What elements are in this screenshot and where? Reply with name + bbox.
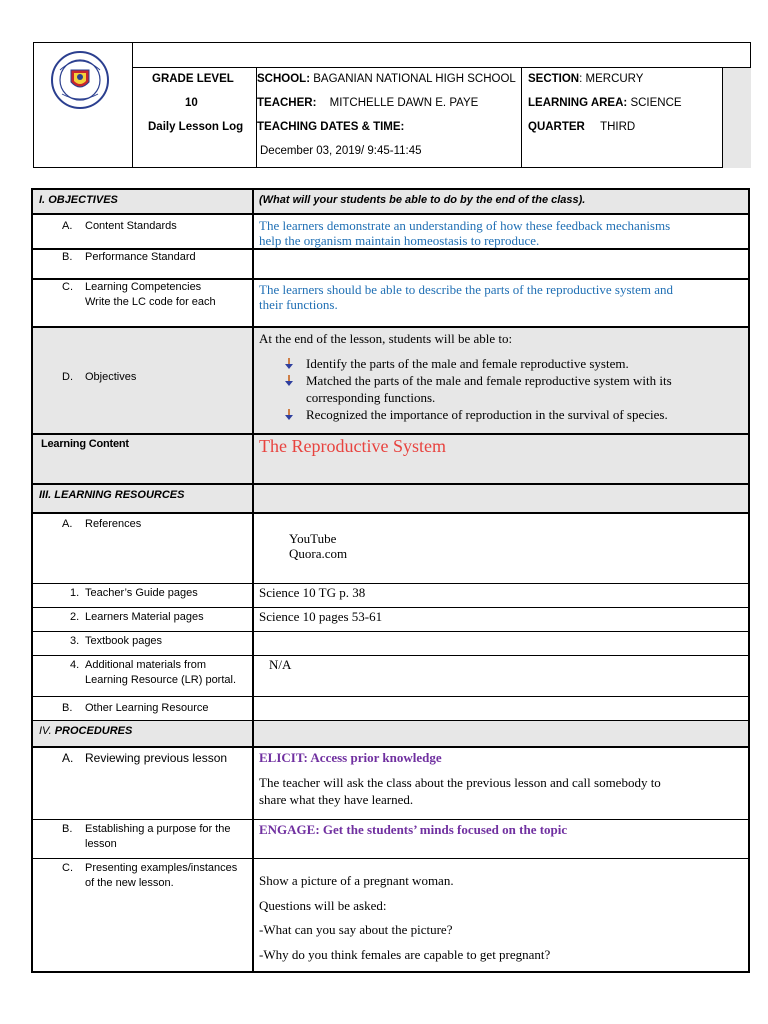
learning-content-title: The Reproductive System: [259, 436, 446, 456]
area-line: [528, 97, 682, 109]
dates-label: TEACHING DATES & TIME:: [257, 121, 405, 133]
section-value: : MERCURY: [579, 73, 644, 85]
references-letter: A.: [62, 518, 73, 530]
learning-content-row: [33, 435, 748, 485]
header-divider-2: [521, 67, 522, 167]
learning-competencies-value-2: their functions.: [259, 297, 338, 312]
log-title: Daily Lesson Log: [148, 121, 244, 133]
teacher-line: [257, 97, 478, 109]
textbook-pages-num: 3.: [70, 635, 80, 647]
content-standards-letter: A.: [62, 220, 73, 232]
other-resource-letter: B.: [62, 702, 73, 714]
performance-standard-letter: B.: [62, 251, 73, 263]
procedures-heading-num: IV.: [39, 725, 52, 737]
procedures-heading-row: [33, 721, 748, 748]
resources-heading: III. LEARNING RESOURCES: [39, 489, 185, 501]
presenting-examples-letter: C.: [62, 862, 73, 874]
presenting-text-3: -What can you say about the picture?: [259, 922, 453, 937]
objectives-heading-text: OBJECTIVES: [48, 194, 118, 206]
learning-competencies-row: [33, 280, 748, 328]
procedures-heading: [39, 724, 132, 739]
area-value: SCIENCE: [630, 97, 682, 109]
establishing-purpose-letter: B.: [62, 823, 73, 835]
objectives-heading-row: [33, 190, 748, 215]
presenting-examples-label-1: Presenting examples/instances: [85, 862, 238, 874]
presenting-text-1: Show a picture of a pregnant woman.: [259, 873, 454, 888]
quarter-line: [528, 121, 635, 133]
header-top-strip: [34, 43, 750, 68]
header-shade-cell: [723, 68, 751, 168]
establishing-purpose-row: [33, 820, 748, 859]
engage-heading: ENGAGE: Get the students’ minds focused on the topic: [259, 822, 568, 837]
references-label: References: [85, 518, 142, 530]
arrow-bullet-icon: [284, 375, 294, 387]
textbook-pages-row: [33, 632, 748, 656]
textbook-pages-label: Textbook pages: [85, 635, 163, 647]
presenting-examples-row: [33, 859, 748, 971]
logo-cell: [34, 43, 133, 167]
elicit-heading: ELICIT: Access prior knowledge: [259, 750, 442, 765]
teachers-guide-label: Teacher’s Guide pages: [85, 587, 198, 599]
presenting-text-2: Questions will be asked:: [259, 898, 387, 913]
establishing-purpose-label-1: Establishing a purpose for the: [85, 823, 231, 835]
presenting-examples-label-2: of the new lesson.: [85, 877, 174, 889]
additional-materials-row: [33, 656, 748, 697]
learning-competencies-value-1: The learners should be able to describe the parts of the reproductive system and: [259, 282, 674, 297]
other-resource-label: Other Learning Resource: [85, 702, 209, 714]
teachers-guide-num: 1.: [70, 587, 80, 599]
procedures-heading-text: PROCEDURES: [54, 725, 133, 737]
objective-item-2b: corresponding functions.: [306, 390, 436, 405]
objectives-row: [33, 328, 748, 435]
performance-standard-label: Performance Standard: [85, 251, 196, 263]
objectives-letter: D.: [62, 371, 73, 383]
school-label: SCHOOL:: [257, 73, 311, 85]
school-line: [257, 73, 516, 85]
learners-material-num: 2.: [70, 611, 80, 623]
additional-materials-label-1: Additional materials from: [85, 659, 207, 671]
teachers-guide-row: [33, 584, 748, 608]
content-standards-label: Content Standards: [85, 220, 177, 232]
references-row: [33, 514, 748, 584]
grade-level-value: 10: [185, 97, 198, 109]
arrow-bullet-icon: [284, 409, 294, 421]
additional-materials-num: 4.: [70, 659, 80, 671]
content-standards-value-2: help the organism maintain homeostasis to reproduce.: [259, 233, 540, 248]
elicit-text-1: The teacher will ask the class about the previous lesson and call somebody to: [259, 775, 661, 790]
dates-value: December 03, 2019/ 9:45-11:45: [260, 145, 422, 157]
learning-competencies-letter: C.: [62, 281, 73, 293]
deped-seal-logo: [50, 50, 110, 110]
establishing-purpose-label-2: lesson: [85, 838, 117, 850]
header-table: [33, 42, 751, 168]
learning-competencies-label-2: Write the LC code for each: [85, 296, 216, 308]
lesson-log-table: [31, 188, 750, 973]
arrow-bullet-icon: [284, 358, 294, 370]
performance-standard-row: [33, 250, 748, 280]
objectives-label: Objectives: [85, 371, 137, 383]
learning-competencies-label-1: Learning Competencies: [85, 281, 202, 293]
additional-materials-value: N/A: [269, 657, 292, 672]
teacher-label: TEACHER:: [257, 97, 317, 109]
teacher-value: MITCHELLE DAWN E. PAYE: [329, 97, 479, 109]
presenting-text-4: -Why do you think females are capable to get pregnant?: [259, 947, 551, 962]
objectives-heading: [39, 193, 118, 208]
grade-level-label: GRADE LEVEL: [152, 73, 234, 85]
quarter-value: THIRD: [600, 121, 636, 133]
reviewing-lesson-letter: A.: [62, 751, 74, 765]
objectives-intro: At the end of the lesson, students will be able to:: [259, 331, 513, 346]
reference-quora: Quora.com: [289, 546, 348, 561]
reviewing-lesson-label: Reviewing previous lesson: [85, 751, 228, 765]
objective-item-1: Identify the parts of the male and female reproductive system.: [306, 356, 629, 371]
elicit-text-2: share what they have learned.: [259, 792, 414, 807]
learners-material-row: [33, 608, 748, 632]
area-label: LEARNING AREA:: [528, 97, 628, 109]
reviewing-lesson-row: [33, 748, 748, 820]
content-standards-row: [33, 215, 748, 250]
section-line: [528, 73, 643, 85]
resources-heading-row: [33, 485, 748, 514]
learning-content-label: Learning Content: [41, 438, 129, 450]
learners-material-label: Learners Material pages: [85, 611, 204, 623]
objective-item-2a: Matched the parts of the male and female reproductive system with its: [306, 373, 672, 388]
objectives-heading-num: I.: [39, 194, 46, 206]
school-value: BAGANIAN NATIONAL HIGH SCHOOL: [313, 73, 516, 85]
content-standards-value-1: The learners demonstrate an understanding of how these feedback mechanisms: [259, 218, 671, 233]
teachers-guide-value: Science 10 TG p. 38: [259, 585, 366, 600]
objective-item-3: Recognized the importance of reproduction in the survival of species.: [306, 407, 668, 422]
section-label: SECTION: [528, 73, 580, 85]
additional-materials-label-2: Learning Resource (LR) portal.: [85, 674, 237, 686]
reference-youtube: YouTube: [289, 531, 337, 546]
objectives-instruction: (What will your students be able to do by the end of the class).: [259, 194, 586, 206]
quarter-label: QUARTER: [528, 121, 585, 133]
learners-material-value: Science 10 pages 53-61: [259, 609, 383, 624]
other-resource-row: [33, 697, 748, 721]
